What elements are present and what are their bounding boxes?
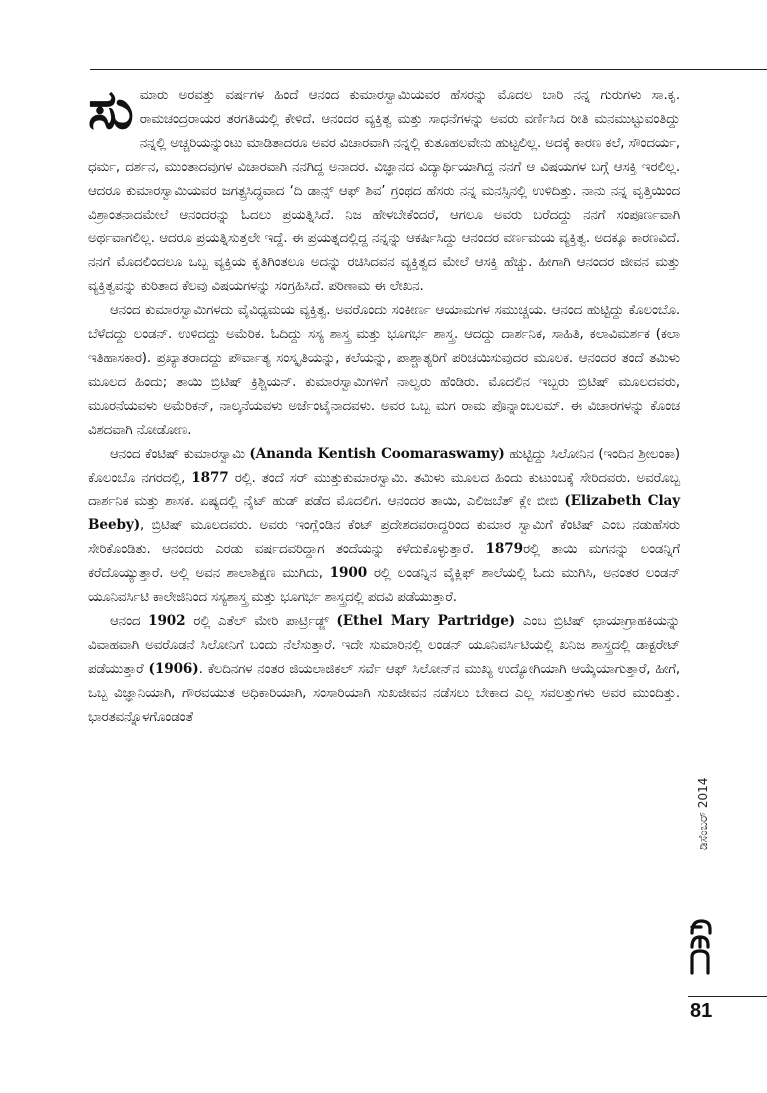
page-number: 81 [690, 1000, 713, 1022]
p3-english-name: (Ananda Kentish Coomaraswamy) [249, 445, 505, 462]
paragraph-1 [88, 78, 680, 299]
issue-date: ಡಿಸೆಂಬರ್ 2014 [696, 777, 710, 850]
drop-cap: ಸು [88, 78, 134, 141]
p4-text-c: ಎಂಬ ಬ್ರಿಟಿಷ್ ಛಾಯಾಗ್ರಾಹಕಿಯನ್ನು ವಿವಾಹವಾಗಿ ಅವರೊಡನೆ ಸಿಲೋನಿಗೆ ಬಂದು ನೆಲೆಸುತ್ತಾರೆ. ಇದೇ ಸುಮಾರಿನಲ್ಲಿ ಲಂಡನ್ ಯೂನಿವರ್ಸಿಟಿಯಲ್ಲಿ ಖನಿಜ ಶಾಸ್ತ್ರದಲ್ಲಿ ಡಾಕ್ಟರೇಟ್ ಪಡೆಯುತ್ತಾರೆ [88, 613, 680, 677]
p4-text-a: ಆನಂದ [110, 613, 149, 629]
paragraph-1-text: ಮಾರು ಅರವತ್ತು ವರ್ಷಗಳ ಹಿಂದೆ ಆನಂದ ಕುಮಾರಸ್ವಾಮಿಯವರ ಹೆಸರನ್ನು ಮೊದಲ ಬಾರಿ ನನ್ನ ಗುರುಗಳು ಸಾ.ಕೃ. ರಾಮಚಂದ್ರರಾಯರ ತರಗತಿಯಲ್ಲಿ ಕೇಳಿದೆ. ಆನಂದರ ವ್ಯಕ್ತಿತ್ವ ಮತ್ತು ಸಾಧನೆಗಳನ್ನು ಅವರು ವರ್ಣಿಸಿದ ರೀತಿ ಮನಮುಟ್ಟುವಂತಿದ್ದು ನನ್ನಲ್ಲಿ ಅಚ್ಚರಿಯನ್ನುಂಟು ಮಾಡಿತಾದರೂ ಅವರ ವಿಚಾರವಾಗಿ ನನ್ನಲ್ಲಿ ಕುತೂಹಲವೇನು ಹುಟ್ಟಲಿಲ್ಲ. ಅದಕ್ಕೆ ಕಾರಣ ಕಲೆ, ಸೌಂದರ್ಯ, ಧರ್ಮ, ದರ್ಶನ, ಮುಂತಾದವುಗಳ ವಿಚಾರವಾಗಿ ನನಗಿದ್ದ ಅನಾದರ. ವಿಜ್ಞಾನದ ವಿದ್ಯಾರ್ಥಿಯಾಗಿದ್ದ ನನಗೆ ಆ ವಿಷಯಗಳ ಬಗ್ಗೆ ಆಸಕ್ತಿ ಇರಲಿಲ್ಲ. ಆದರೂ ಕುಮಾರಸ್ವಾಮಿಯವರ ಜಗತ್ಪ್ರಸಿದ್ಧವಾದ ‘ದಿ ಡಾನ್ಸ್ ಆಫ್ ಶಿವ’ ಗ್ರಂಥದ ಹೆಸರು ನನ್ನ ಮನಸ್ಸಿನಲ್ಲಿ ಉಳಿದಿತ್ತು. ನಾನು ನನ್ನ ವೃತ್ತಿಯಿಂದ ವಿಶ್ರಾಂತನಾದಮೇಲೆ ಆನಂದರನ್ನು ಓದಲು ಪ್ರಯತ್ನಿಸಿದೆ. ನಿಜ ಹೇಳಬೇಕೆಂದರೆ, ಆಗಲೂ ಅವರು ಬರೆದದ್ದು ನನಗೆ ಸಂಪೂರ್ಣವಾಗಿ ಅರ್ಥವಾಗಲಿಲ್ಲ. ಆದರೂ ಪ್ರಯತ್ನಿಸುತ್ತಲೇ ಇದ್ದೆ. ಈ ಪ್ರಯತ್ನದಲ್ಲಿದ್ದ ನನ್ನನ್ನು ಆಕರ್ಷಿಸಿದ್ದು ಆನಂದರ ವರ್ಣಮಯ ವ್ಯಕ್ತಿತ್ವ. ಅದಕ್ಕೂ ಕಾರಣವಿದೆ. ನನಗೆ ಮೊದಲಿಂದಲೂ ಒಬ್ಬ ವ್ಯಕ್ತಿಯ ಕೃತಿಗಿಂತಲೂ ಅದನ್ನು ರಚಿಸಿದವನ ವ್ಯಕ್ತಿತ್ವದ ಮೇಲೆ ಆಸಕ್ತಿ ಹೆಚ್ಚು. ಹೀಗಾಗಿ ಆನಂದರ ಜೀವನ ಮತ್ತು ವ್ಯಕ್ತಿತ್ವವನ್ನು ಕುರಿತಾದ ಕೆಲವು ವಿಷಯಗಳನ್ನು ಸಂಗ್ರಹಿಸಿದೆ. ಪರಿಣಾಮ ಈ ಲೇಖನ. [88, 88, 680, 295]
p4-year-1902: 1902 [148, 612, 186, 629]
p4-text-d: . ಕೆಲದಿನಗಳ ನಂತರ ಜಿಯಲಾಜಿಕಲ್ ಸರ್ವೆ ಆಫ್ ಸಿಲೋನ್‌ನ ಮುಖ್ಯ ಉದ್ಯೋಗಿಯಾಗಿ ಆಯ್ಕೆಯಾಗುತ್ತಾರೆ, ಹೀಗೆ, ಒಬ್ಬ ವಿಜ್ಞಾನಿಯಾಗಿ, ಗೌರವಯುತ ಅಧಿಕಾರಿಯಾಗಿ, ಸಂಸಾರಿಯಾಗಿ ಸುಖಜೀವನ ನಡೆಸಲು ಬೇಕಾದ ಎಲ್ಲ ಸವಲತ್ತುಗಳು ಅವರ ಮುಂದಿತ್ತು. ಭಾರತವನ್ನೊಳಗೊಂಡಂತೆ [88, 661, 680, 725]
p3-text-e: ರಲ್ಲಿ ತಾಯಿ ಮಗನನ್ನು ಲಂಡನ್ನಿಗೆ ಕರೆದೊಯ್ಯುತ್ತಾರೆ. ಅಲ್ಲಿ ಅವನ ಶಾಲಾಶಿಕ್ಷಣ ಮುಗಿದು, [88, 542, 680, 582]
footer-rule [688, 996, 767, 997]
p3-year-1877: 1877 [191, 469, 229, 486]
p3-year-1900: 1900 [329, 565, 368, 582]
p3-text-c: ರಲ್ಲಿ. ತಂದೆ ಸರ್ ಮುತ್ತುಕುಮಾರಸ್ವಾಮಿ. ತಮಿಳು ಮೂಲದ ಹಿಂದು ಕುಟುಂಬಕ್ಕೆ ಸೇರಿದವರು. ಅವರೊಬ್ಬ ದಾರ್ಶನಿಕ ಮತ್ತು ಶಾಸಕ. ಏಷ್ಯದಲ್ಲಿ ನೈಟ್ ಹುಡ್ ಪಡೆದ ಮೊದಲಿಗ. ಆನಂದರ ತಾಯಿ, ಎಲಿಜಬೆತ್ ಕ್ಲೇ ಬೀಬಿ [88, 470, 680, 510]
paragraph-3 [88, 443, 680, 610]
header-rule [90, 69, 767, 70]
paragraph-2: ಆನಂದ ಕುಮಾರಸ್ವಾಮಿಗಳದು ವೈವಿಧ್ಯಮಯ ವ್ಯಕ್ತಿತ್ವ. ಅವರೊಂದು ಸಂಕೀರ್ಣ ಆಯಾಮಗಳ ಸಮುಚ್ಚಯ. ಆನಂದ ಹುಟ್ಟಿದ್ದು ಕೊಲಂಬೊ. ಬೆಳೆದದ್ದು ಲಂಡನ್. ಉಳಿದದ್ದು ಅಮೆರಿಕ. ಓದಿದ್ದು ಸಸ್ಯ ಶಾಸ್ತ್ರ ಮತ್ತು ಭೂಗರ್ಭ ಶಾಸ್ತ್ರ. ಆದದ್ದು ದಾರ್ಶನಿಕ, ಸಾಹಿತಿ, ಕಲಾವಿಮರ್ಶಕ (ಕಲಾ ಇತಿಹಾಸಕಾರ). ಪ್ರಖ್ಯಾತರಾದದ್ದು ಪೌರ್ವಾತ್ಯ ಸಂಸ್ಕೃತಿಯನ್ನು, ಕಲೆಯನ್ನು, ಪಾಶ್ಚಾತ್ಯರಿಗೆ ಪರಿಚಯಿಸುವುದರ ಮೂಲಕ. ಆನಂದರ ತಂದೆ ತಮಿಳು ಮೂಲದ ಹಿಂದು; ತಾಯಿ ಬ್ರಿಟಿಷ್ ಕ್ರಿಶ್ಚಿಯನ್. ಕುಮಾರಸ್ವಾಮಿಗಳಿಗೆ ನಾಲ್ವರು ಹೆಂಡಿರು. ಮೊದಲಿನ ಇಬ್ಬರು ಬ್ರಿಟಿಷ್ ಮೂಲದವರು, ಮೂರನೆಯವಳು ಅಮೆರಿಕನ್, ನಾಲ್ಕನೆಯವಳು ಅರ್ಜೆಂಟೈನಾದವಳು. ಅವರ ಒಬ್ಬ ಮಗ ರಾಮ ಪೊನ್ನಾಂಬಲಮ್. ಈ ವಿಚಾರಗಳನ್ನು ಕೊಂಚ ವಿಶದವಾಗಿ ನೋಡೋಣ. [88, 303, 680, 438]
p3-text-f: ರಲ್ಲಿ ಲಂಡನ್ನಿನ ವೈಕ್ಲಿಫ್ ಶಾಲೆಯಲ್ಲಿ ಓದು ಮುಗಿಸಿ, ಅನಂತರ ಲಂಡನ್ ಯೂನಿವರ್ಸಿಟಿ ಕಾಲೇಜಿನಿಂದ ಸಸ್ಯಶಾಸ್ತ್ರ ಮತ್ತು ಭೂಗರ್ಭ ಶಾಸ್ತ್ರದಲ್ಲಿ ಪದವಿ ಪಡೆಯುತ್ತಾರೆ. [88, 566, 680, 606]
p4-english-wife-name: (Ethel Mary Partridge) [336, 612, 516, 629]
p3-text-b: ಹುಟ್ಟಿದ್ದು ಸಿಲೋನಿನ (ಇಂದಿನ ಶ್ರೀಲಂಕಾ) ಕೊಲಂಬೊ ನಗರದಲ್ಲಿ, [88, 446, 680, 486]
article-body [88, 78, 681, 729]
p4-text-b: ರಲ್ಲಿ ಎತೆಲ್ ಮೇರಿ ಪಾರ್ಟ್ರಿಡ್ಜ್ [185, 613, 337, 629]
p3-text-a: ಆನಂದ ಕೆಂಟಿಷ್ ಕುಮಾರಸ್ವಾಮಿ [110, 446, 250, 462]
p3-text-d: , ಬ್ರಿಟಿಷ್ ಮೂಲದವರು. ಅವರು ಇಂಗ್ಲೆಂಡಿನ ಕೆಂಟ್ ಪ್ರದೇಶದವರಾದ್ದರಿಂದ ಕುಮಾರ ಸ್ವಾಮಿಗೆ ಕೆಂಟಿಷ್ ಎಂಬ ನಡುಹೆಸರು ಸೇರಿಕೊಂಡಿತು. ಆನಂದರು ಎರಡು ವರ್ಷದವರಿದ್ದಾಗ ತಂದೆಯನ್ನು ಕಳೆದುಕೊಳ್ಳುತ್ತಾರೆ. [88, 518, 680, 558]
magazine-logo [688, 915, 714, 977]
p4-year-1906: (1906) [148, 660, 199, 677]
p3-year-1879: 1879 [485, 541, 523, 558]
paragraph-4 [88, 610, 680, 730]
p3-english-mother-name: (Elizabeth Clay Beeby) [88, 493, 681, 534]
